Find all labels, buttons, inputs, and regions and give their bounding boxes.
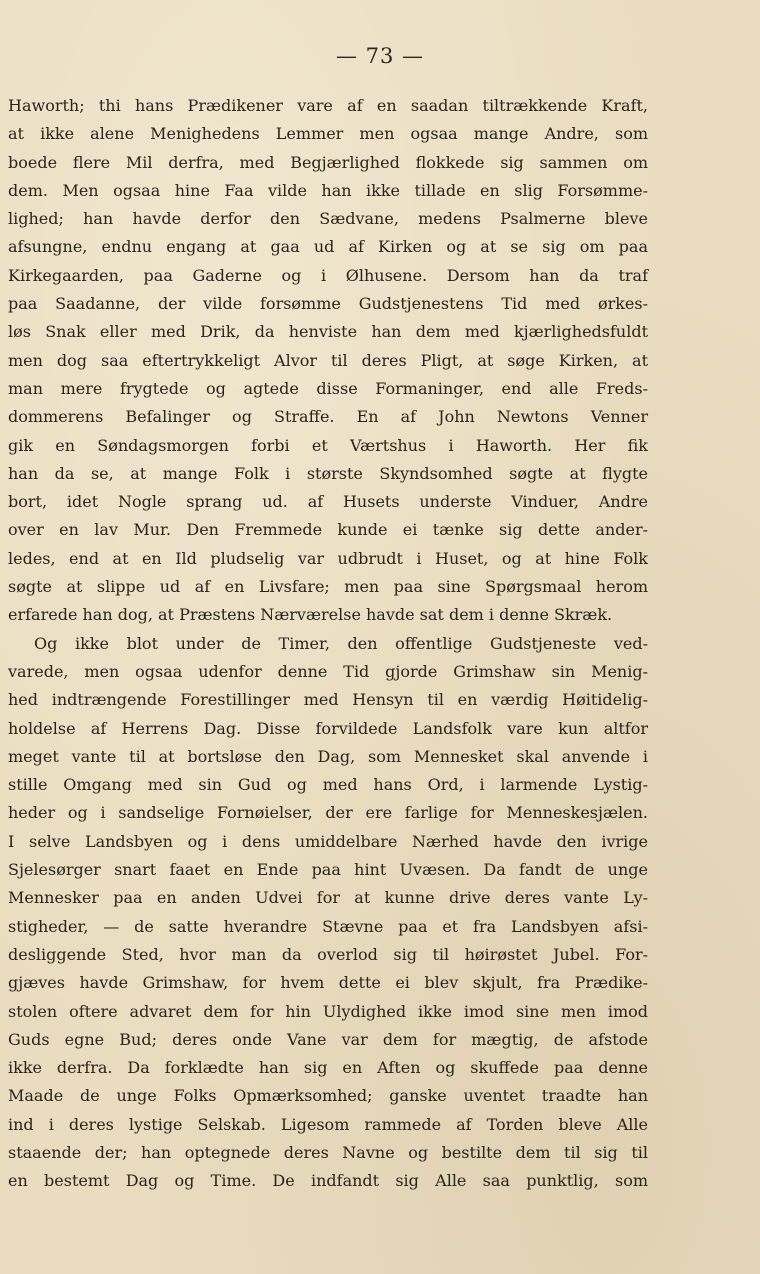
page-number: — 73 — (335, 44, 425, 68)
text-line: ledes, end at en Ild pludselig var udbrudt i Huset, og at hine Folk (8, 548, 648, 568)
text-line: stigheder, — de satte hverandre Stævne paa et fra Landsbyen afsi- (8, 916, 648, 936)
text-line: varede, men ogsaa udenfor denne Tid gjorde Grimshaw sin Menig- (8, 661, 648, 681)
body-text (8, 92, 648, 1196)
text-line: staaende der; han optegnede deres Navne og bestilte dem til sig til (8, 1142, 648, 1162)
text-line: bort, idet Nogle sprang ud. af Husets underste Vinduer, Andre (8, 492, 648, 512)
text-line: stolen oftere advaret dem for hin Ulydighed ikke imod sine men imod (8, 1001, 648, 1021)
text-line: dem. Men ogsaa hine Faa vilde han ikke tillade en slig Forsømme- (8, 180, 648, 200)
text-line: hed indtrængende Forestillinger med Hensyn til en værdig Høitidelig- (8, 690, 648, 710)
text-line: Kirkegaarden, paa Gaderne og i Ølhusene. Dersom han da traf (8, 265, 648, 285)
text-line: desliggende Sted, hvor man da overlod sig til høirøstet Jubel. For- (8, 944, 648, 964)
text-line: Haworth; thi hans Prædikener vare af en saadan tiltrækkende Kraft, (8, 96, 648, 115)
text-line: Mennesker paa en anden Udvei for at kunne drive deres vante Ly- (8, 888, 648, 908)
text-line: afsungne, endnu engang at gaa ud af Kirken og at se sig om paa (8, 237, 648, 257)
text-line: en bestemt Dag og Time. De indfandt sig Alle saa punktlig, som (8, 1171, 648, 1191)
text-line: at ikke alene Menighedens Lemmer men ogsaa mange Andre, som (8, 124, 648, 144)
text-line: Maade de unge Folks Opmærksomhed; ganske uventet traadte han (8, 1086, 648, 1106)
text-line: ikke derfra. Da forklædte han sig en Aften og skuffede paa denne (8, 1058, 648, 1078)
text-line: løs Snak eller med Drik, da henviste han dem med kjærlighedsfuldt (8, 322, 648, 342)
text-line: han da se, at mange Folk i største Skyndsomhed søgte at flygte (8, 463, 648, 483)
text-line: dommerens Befalinger og Straffe. En af John Newtons Venner (8, 407, 648, 427)
text-line: Guds egne Bud; deres onde Vane var dem for mægtig, de afstode (8, 1029, 648, 1049)
text-line: gjæves havde Grimshaw, for hvem dette ei blev skjult, fra Prædike- (8, 973, 648, 993)
text-line: ind i deres lystige Selskab. Ligesom rammede af Torden bleve Alle (8, 1114, 648, 1134)
text-line: Sjelesørger snart faaet en Ende paa hint Uvæsen. Da fandt de unge (8, 860, 648, 880)
text-line: lighed; han havde derfor den Sædvane, medens Psalmerne bleve (8, 209, 648, 229)
text-line: over en lav Mur. Den Fremmede kunde ei tænke sig dette ander- (8, 520, 648, 540)
text-line: boede flere Mil derfra, med Begjærlighed flokkede sig sammen om (8, 152, 648, 172)
text-line: man mere frygtede og agtede disse Formaninger, end alle Freds- (8, 378, 648, 398)
text-line: gik en Søndagsmorgen forbi et Værtshus i Haworth. Her fik (8, 435, 648, 455)
text-line: I selve Landsbyen og i dens umiddelbare Nærhed havde den ivrige (8, 831, 648, 851)
text-line: heder og i sandselige Fornøielser, der ere farlige for Menneskesjælen. (8, 803, 648, 823)
text-line: paa Saadanne, der vilde forsømme Gudstjenestens Tid med ørkes- (8, 294, 648, 314)
text-line: holdelse af Herrens Dag. Disse forvildede Landsfolk vare kun altfor (8, 718, 648, 738)
text-line: Og ikke blot under de Timer, den offentlige Gudstjeneste ved- (34, 633, 648, 653)
text-line: men dog saa eftertrykkeligt Alvor til deres Pligt, at søge Kirken, at (8, 350, 648, 370)
text-line: erfarede han dog, at Præstens Nærværelse havde sat dem i denne Skræk. (8, 605, 613, 625)
text-line: søgte at slippe ud af en Livsfare; men paa sine Spørgsmaal herom (8, 577, 648, 597)
text-line: stille Omgang med sin Gud og med hans Ord, i larmende Lystig- (8, 775, 648, 795)
text-line: meget vante til at bortsløse den Dag, som Mennesket skal anvende i (8, 746, 648, 766)
